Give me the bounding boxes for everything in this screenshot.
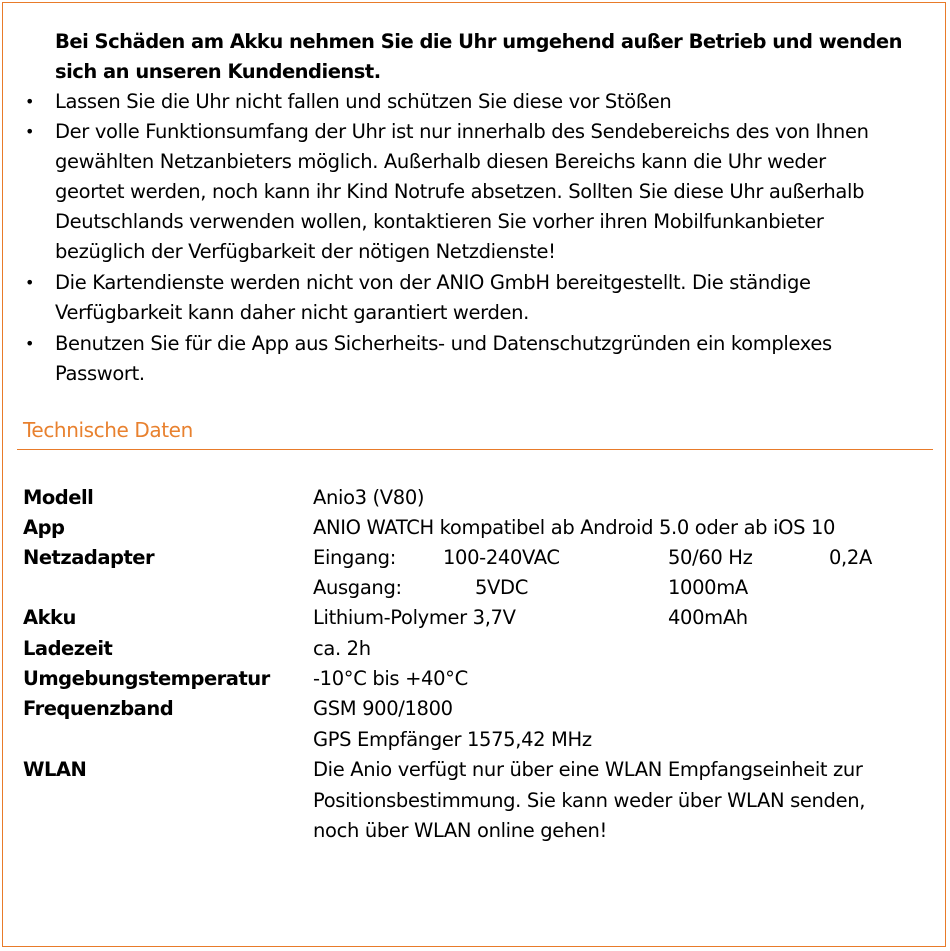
spec-eingang-voltage: 100-240VAC xyxy=(443,546,560,569)
spec-value-wlan-line-1: Die Anio verfügt nur über eine WLAN Empfangseinheit zur xyxy=(313,758,863,781)
manual-page xyxy=(2,2,946,947)
battery-damage-notice-line-1: Bei Schäden am Akku nehmen Sie die Uhr umgehend außer Betrieb und wenden xyxy=(55,30,902,53)
bullet-1-line-1: Lassen Sie die Uhr nicht fallen und schützen Sie diese vor Stößen xyxy=(55,90,672,113)
bullet-marker: • xyxy=(25,122,35,141)
bullet-2-line-4: Deutschlands verwenden wollen, kontaktieren Sie vorher ihren Mobilfunkanbieter xyxy=(55,210,824,233)
bullet-marker: • xyxy=(25,334,35,353)
spec-value-akku-capacity: 400mAh xyxy=(668,606,748,629)
spec-label-akku: Akku xyxy=(23,606,76,629)
spec-value-ladezeit: ca. 2h xyxy=(313,637,371,660)
battery-damage-notice-line-2: sich an unseren Kundendienst. xyxy=(55,60,381,83)
spec-label-app: App xyxy=(23,516,65,539)
bullet-marker: • xyxy=(25,273,35,292)
spec-label-umgebungstemperatur: Umgebungstemperatur xyxy=(23,667,270,690)
spec-label-wlan: WLAN xyxy=(23,758,87,781)
spec-value-wlan-line-2: Positionsbestimmung. Sie kann weder über WLAN senden, xyxy=(313,789,866,812)
bullet-2-line-1: Der volle Funktionsumfang der Uhr ist nur innerhalb des Sendebereichs des von Ihnen xyxy=(55,120,869,143)
bullet-marker: • xyxy=(25,92,35,111)
spec-label-frequenzband: Frequenzband xyxy=(23,697,174,720)
bullet-2-line-3: geortet werden, noch kann ihr Kind Notrufe absetzen. Sollten Sie diese Uhr außerhalb xyxy=(55,180,865,203)
section-divider xyxy=(17,449,933,450)
spec-ausgang-voltage: 5VDC xyxy=(475,576,528,599)
spec-eingang-label: Eingang: xyxy=(313,546,396,569)
bullet-2-line-5: bezüglich der Verfügbarkeit der nötigen Netzdienste! xyxy=(55,240,556,263)
spec-value-app: ANIO WATCH kompatibel ab Android 5.0 oder ab iOS 10 xyxy=(313,516,836,539)
spec-eingang-current: 0,2A xyxy=(829,546,872,569)
section-title-technische-daten: Technische Daten xyxy=(23,418,193,442)
spec-value-gsm: GSM 900/1800 xyxy=(313,697,453,720)
bullet-4-line-1: Benutzen Sie für die App aus Sicherheits- und Datenschutzgründen ein komplexes xyxy=(55,332,832,355)
spec-value-akku: Lithium-Polymer 3,7V xyxy=(313,606,516,629)
spec-eingang-frequency: 50/60 Hz xyxy=(668,546,753,569)
bullet-3-line-2: Verfügbarkeit kann daher nicht garantiert werden. xyxy=(55,301,530,324)
spec-value-wlan-line-3: noch über WLAN online gehen! xyxy=(313,819,608,842)
spec-label-ladezeit: Ladezeit xyxy=(23,637,113,660)
spec-value-modell: Anio3 (V80) xyxy=(313,486,425,509)
spec-label-netzadapter: Netzadapter xyxy=(23,546,155,569)
spec-value-gps: GPS Empfänger 1575,42 MHz xyxy=(313,728,592,751)
spec-ausgang-label: Ausgang: xyxy=(313,576,402,599)
bullet-2-line-2: gewählten Netzanbieters möglich. Außerhalb diesen Bereichs kann die Uhr weder xyxy=(55,150,826,173)
spec-value-umgebungstemperatur: -10°C bis +40°C xyxy=(313,667,468,690)
spec-label-modell: Modell xyxy=(23,486,94,509)
bullet-4-line-2: Passwort. xyxy=(55,362,145,385)
spec-ausgang-current: 1000mA xyxy=(668,576,748,599)
bullet-3-line-1: Die Kartendienste werden nicht von der ANIO GmbH bereitgestellt. Die ständige xyxy=(55,271,811,294)
